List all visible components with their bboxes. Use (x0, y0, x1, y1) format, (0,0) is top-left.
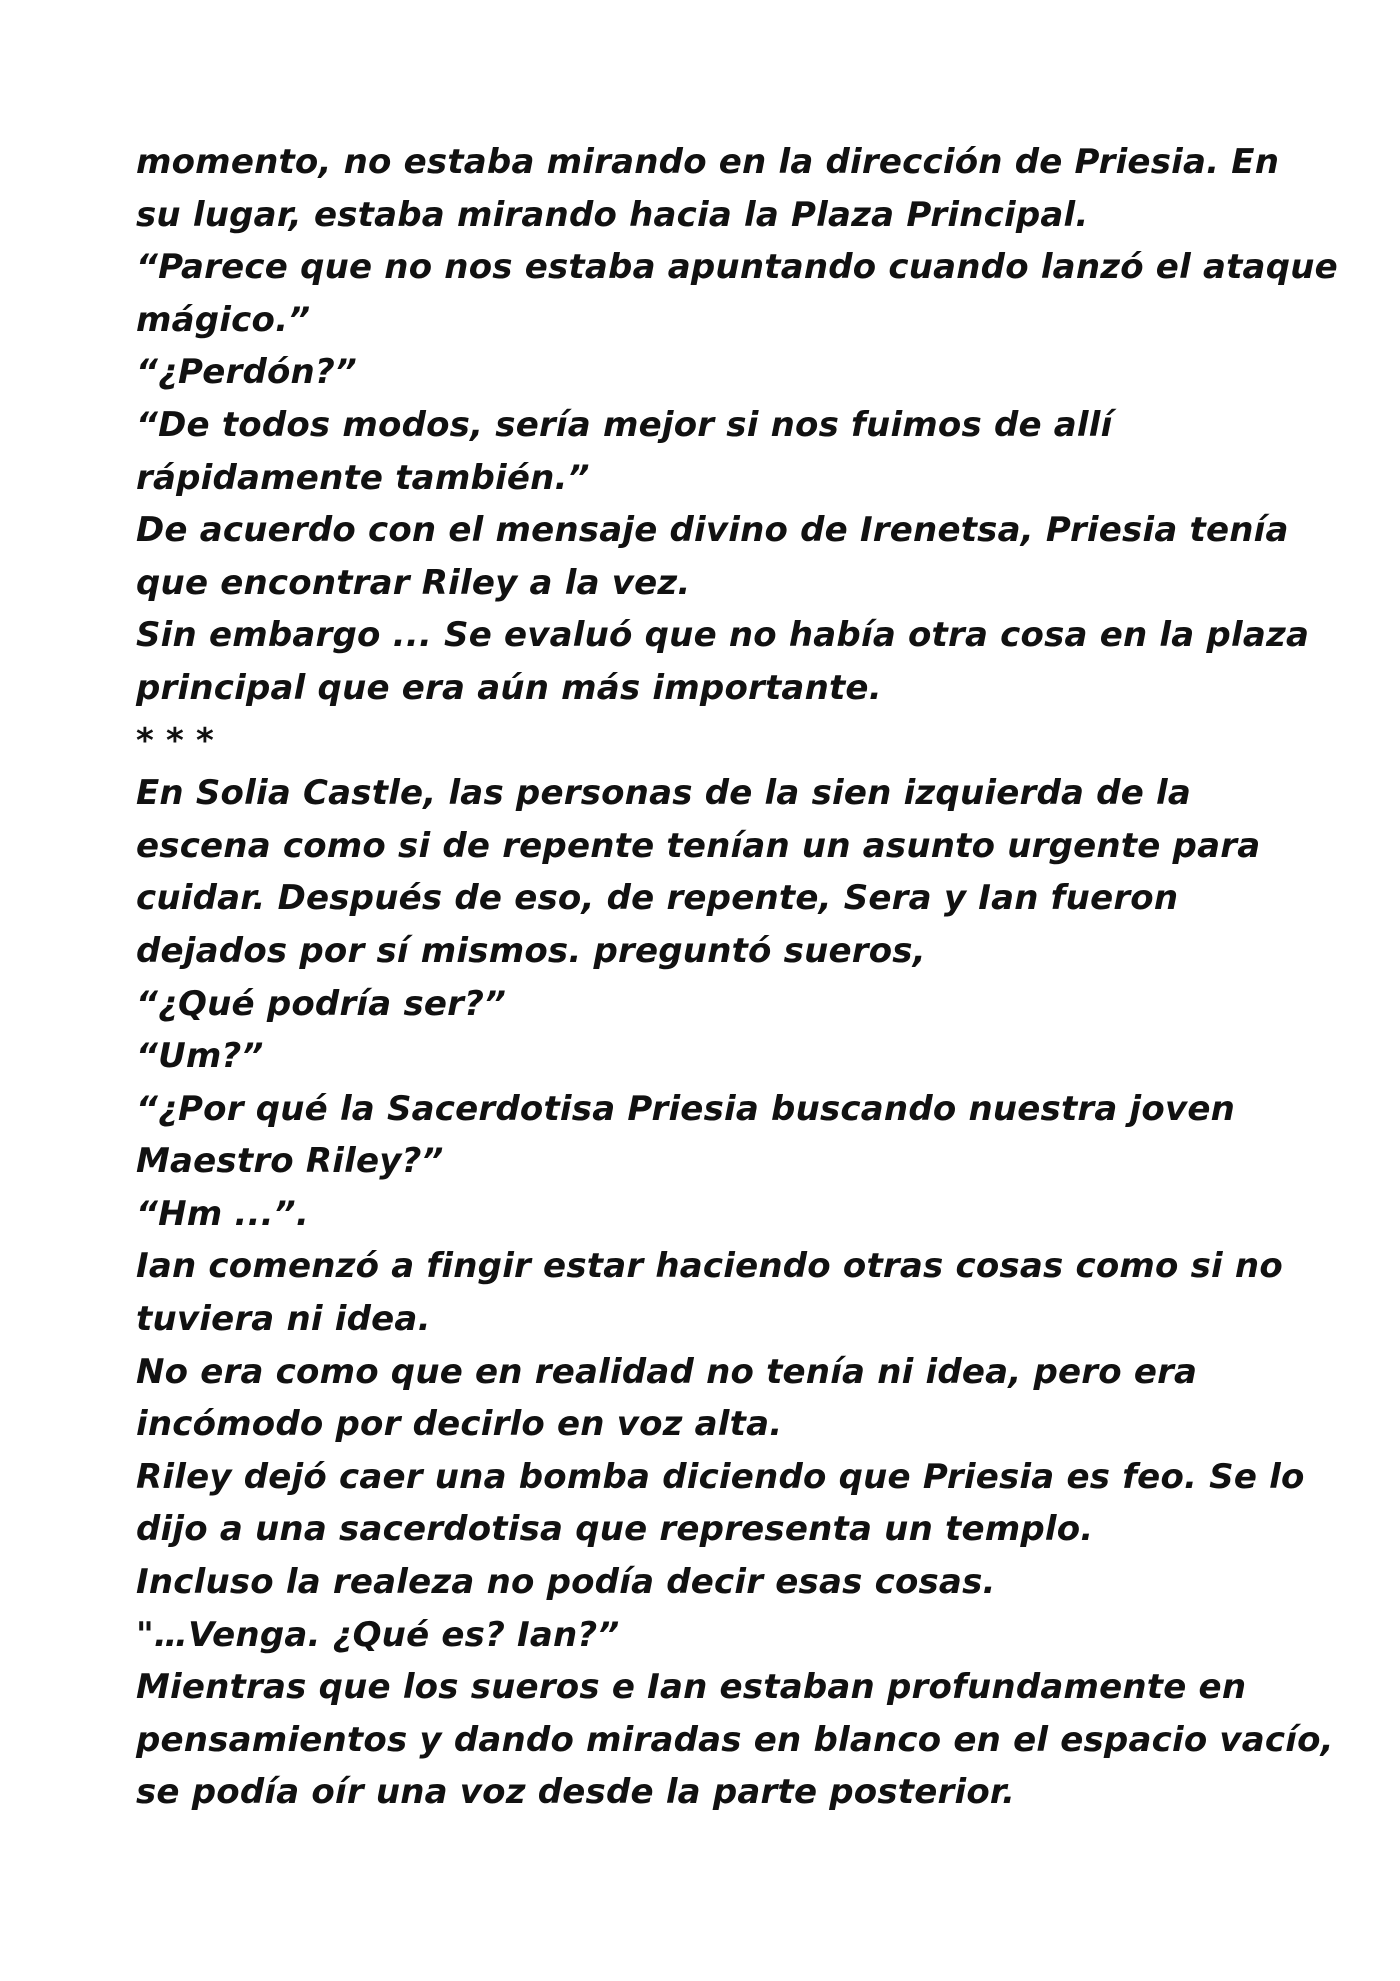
text-line: Riley dejó caer una bomba diciendo que Priesia es feo. Se lo (136, 1456, 1305, 1497)
text-line: Mientras que los sueros e Ian estaban profundamente en (136, 1667, 1247, 1708)
text-line: Maestro Riley?” (136, 1141, 444, 1182)
text-line: “De todos modos, sería mejor si nos fuimos de allí (136, 404, 1113, 445)
text-line: cuidar. Después de eso, de repente, Sera y Ian fueron (136, 878, 1179, 919)
text-line: dijo a una sacerdotisa que representa un templo. (136, 1509, 1094, 1550)
section-separator: * * * (136, 720, 215, 761)
text-line: se podía oír una voz desde la parte posterior. (136, 1772, 1016, 1813)
text-line: Incluso la realeza no podía decir esas cosas. (136, 1562, 996, 1603)
text-line: dejados por sí mismos. preguntó sueros, (136, 930, 926, 971)
text-line: que encontrar Riley a la vez. (136, 562, 691, 603)
body-text (136, 136, 1338, 1819)
text-line: “Um?” (136, 1036, 264, 1077)
text-line: rápidamente también.” (136, 457, 590, 498)
text-line: De acuerdo con el mensaje divino de Irenetsa, Priesia tenía (136, 510, 1289, 551)
text-line: principal que era aún más importante. (136, 667, 882, 708)
text-line: incómodo por decirlo en voz alta. (136, 1404, 783, 1445)
text-line: su lugar, estaba mirando hacia la Plaza Principal. (136, 194, 1089, 235)
text-line: “¿Qué podría ser?” (136, 983, 507, 1024)
text-line: No era como que en realidad no tenía ni idea, pero era (136, 1351, 1198, 1392)
text-line: Sin embargo ... Se evaluó que no había otra cosa en la plaza (136, 615, 1310, 656)
text-line: “Parece que no nos estaba apuntando cuando lanzó el ataque (136, 247, 1338, 288)
text-line: mágico.” (136, 299, 311, 340)
text-line: “¿Perdón?” (136, 352, 357, 393)
text-line: momento, no estaba mirando en la dirección de Priesia. En (136, 142, 1280, 182)
text-line: pensamientos y dando miradas en blanco en el espacio vacío, (136, 1719, 1334, 1760)
text-line: tuviera ni idea. (136, 1299, 431, 1340)
text-line: escena como si de repente tenían un asunto urgente para (136, 825, 1261, 866)
text-line: “¿Por qué la Sacerdotisa Priesia buscando nuestra joven (136, 1088, 1235, 1129)
text-line: Ian comenzó a fingir estar haciendo otras cosas como si no (136, 1246, 1283, 1287)
text-line: "…Venga. ¿Qué es? Ian?” (136, 1614, 620, 1655)
text-line: En Solia Castle, las personas de la sien izquierda de la (136, 773, 1191, 814)
text-line: “Hm ...”. (136, 1193, 309, 1234)
